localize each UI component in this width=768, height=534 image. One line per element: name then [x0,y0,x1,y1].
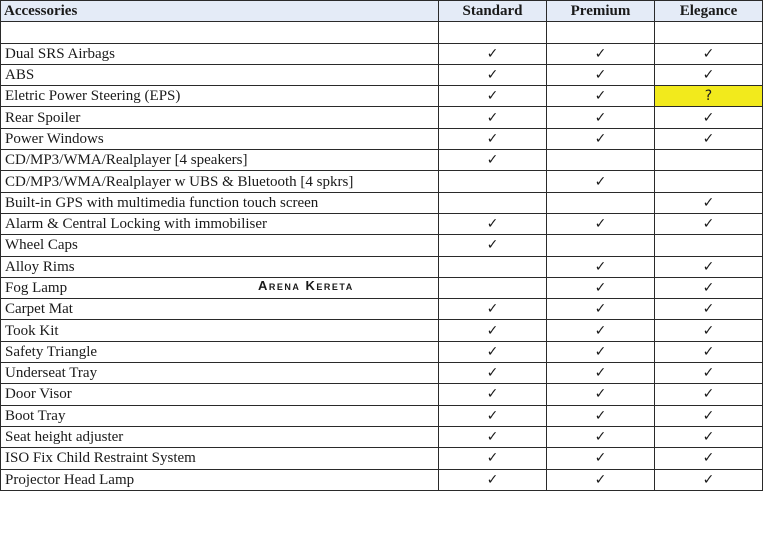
table-row [1,22,763,43]
accessory-name: Projector Head Lamp [1,469,439,490]
premium-mark-cell: ✓ [547,128,655,149]
standard-mark-cell: ✓ [439,405,547,426]
standard-mark-cell: ✓ [439,235,547,256]
standard-mark-cell: ✓ [439,128,547,149]
accessory-name: Dual SRS Airbags [1,43,439,64]
accessory-name: Seat height adjuster [1,426,439,447]
elegance-mark-cell [655,171,763,192]
table-row [1,256,763,277]
table-row [1,64,763,85]
elegance-mark-cell: ✓ [655,256,763,277]
elegance-mark-cell: ✓ [655,341,763,362]
standard-mark-cell [439,277,547,298]
table-row [1,43,763,64]
table-row [1,341,763,362]
watermark-text: Arena Kereta [258,278,354,293]
premium-mark-cell: ✓ [547,469,655,490]
accessory-name: CD/MP3/WMA/Realplayer w UBS & Bluetooth [4 spkrs] [1,171,439,192]
standard-mark-cell: ✓ [439,363,547,384]
elegance-mark-cell: ✓ [655,43,763,64]
elegance-mark-cell: ✓ [655,64,763,85]
table-row [1,299,763,320]
table-row [1,277,763,298]
premium-mark-cell: ✓ [547,64,655,85]
elegance-mark-cell: ✓ [655,448,763,469]
standard-mark-cell: ✓ [439,469,547,490]
table-row [1,405,763,426]
premium-mark-cell: ✓ [547,320,655,341]
standard-mark-cell: ✓ [439,448,547,469]
accessory-name: Eletric Power Steering (EPS) [1,86,439,107]
accessory-name: Safety Triangle [1,341,439,362]
elegance-mark-cell: ✓ [655,213,763,234]
premium-mark-cell [547,192,655,213]
premium-mark-cell: ✓ [547,171,655,192]
accessory-name: Door Visor [1,384,439,405]
accessory-name: Built-in GPS with multimedia function touch screen [1,192,439,213]
standard-mark-cell [439,256,547,277]
standard-mark-cell: ✓ [439,426,547,447]
table-row [1,171,763,192]
table-row [1,213,763,234]
elegance-mark-cell: ✓ [655,299,763,320]
header-row [1,1,763,22]
premium-mark-cell: ✓ [547,405,655,426]
accessory-name: ISO Fix Child Restraint System [1,448,439,469]
table-row [1,86,763,107]
elegance-mark-cell: ✓ [655,192,763,213]
table-row [1,426,763,447]
elegance-mark-cell [655,150,763,171]
premium-mark-cell: ✓ [547,341,655,362]
table-row [1,192,763,213]
elegance-mark-cell: ? [655,86,763,107]
table-row [1,235,763,256]
accessory-name: Boot Tray [1,405,439,426]
standard-mark-cell: ✓ [439,150,547,171]
elegance-mark-cell: ✓ [655,426,763,447]
premium-mark-cell: ✓ [547,426,655,447]
accessory-name: ABS [1,64,439,85]
elegance-mark-cell: ✓ [655,384,763,405]
premium-mark-cell: ✓ [547,107,655,128]
accessory-name: Carpet Mat [1,299,439,320]
table-row [1,469,763,490]
premium-mark-cell: ✓ [547,448,655,469]
header-elegance: Elegance [655,1,763,22]
accessory-name: CD/MP3/WMA/Realplayer [4 speakers] [1,150,439,171]
standard-mark-cell [439,192,547,213]
premium-mark-cell: ✓ [547,363,655,384]
accessory-name [1,22,439,43]
header-standard: Standard [439,1,547,22]
premium-mark-cell: ✓ [547,213,655,234]
table-row [1,384,763,405]
standard-mark-cell: ✓ [439,299,547,320]
standard-mark-cell [439,171,547,192]
elegance-mark-cell: ✓ [655,107,763,128]
elegance-mark-cell: ✓ [655,128,763,149]
standard-mark-cell: ✓ [439,43,547,64]
accessory-name: Underseat Tray [1,363,439,384]
premium-mark-cell: ✓ [547,299,655,320]
table-row [1,128,763,149]
accessory-name: Rear Spoiler [1,107,439,128]
elegance-mark-cell: ✓ [655,320,763,341]
premium-mark-cell: ✓ [547,86,655,107]
standard-mark-cell: ✓ [439,384,547,405]
elegance-mark-cell [655,22,763,43]
standard-mark-cell: ✓ [439,64,547,85]
elegance-mark-cell: ✓ [655,469,763,490]
premium-mark-cell [547,22,655,43]
table-row [1,107,763,128]
accessory-name: Power Windows [1,128,439,149]
premium-mark-cell: ✓ [547,256,655,277]
header-premium: Premium [547,1,655,22]
premium-mark-cell [547,235,655,256]
standard-mark-cell [439,22,547,43]
table-row [1,320,763,341]
standard-mark-cell: ✓ [439,320,547,341]
elegance-mark-cell: ✓ [655,363,763,384]
table-row [1,363,763,384]
premium-mark-cell [547,150,655,171]
accessory-name: Wheel Caps [1,235,439,256]
elegance-mark-cell: ✓ [655,277,763,298]
table-row [1,448,763,469]
accessory-name: Alarm & Central Locking with immobiliser [1,213,439,234]
standard-mark-cell: ✓ [439,213,547,234]
standard-mark-cell: ✓ [439,86,547,107]
header-accessories: Accessories [1,1,439,22]
premium-mark-cell: ✓ [547,384,655,405]
elegance-mark-cell: ✓ [655,405,763,426]
accessory-name: Took Kit [1,320,439,341]
standard-mark-cell: ✓ [439,341,547,362]
premium-mark-cell: ✓ [547,277,655,298]
standard-mark-cell: ✓ [439,107,547,128]
premium-mark-cell: ✓ [547,43,655,64]
accessory-name: Alloy Rims [1,256,439,277]
accessory-name: Fog Lamp [1,277,439,298]
table-row [1,150,763,171]
elegance-mark-cell [655,235,763,256]
